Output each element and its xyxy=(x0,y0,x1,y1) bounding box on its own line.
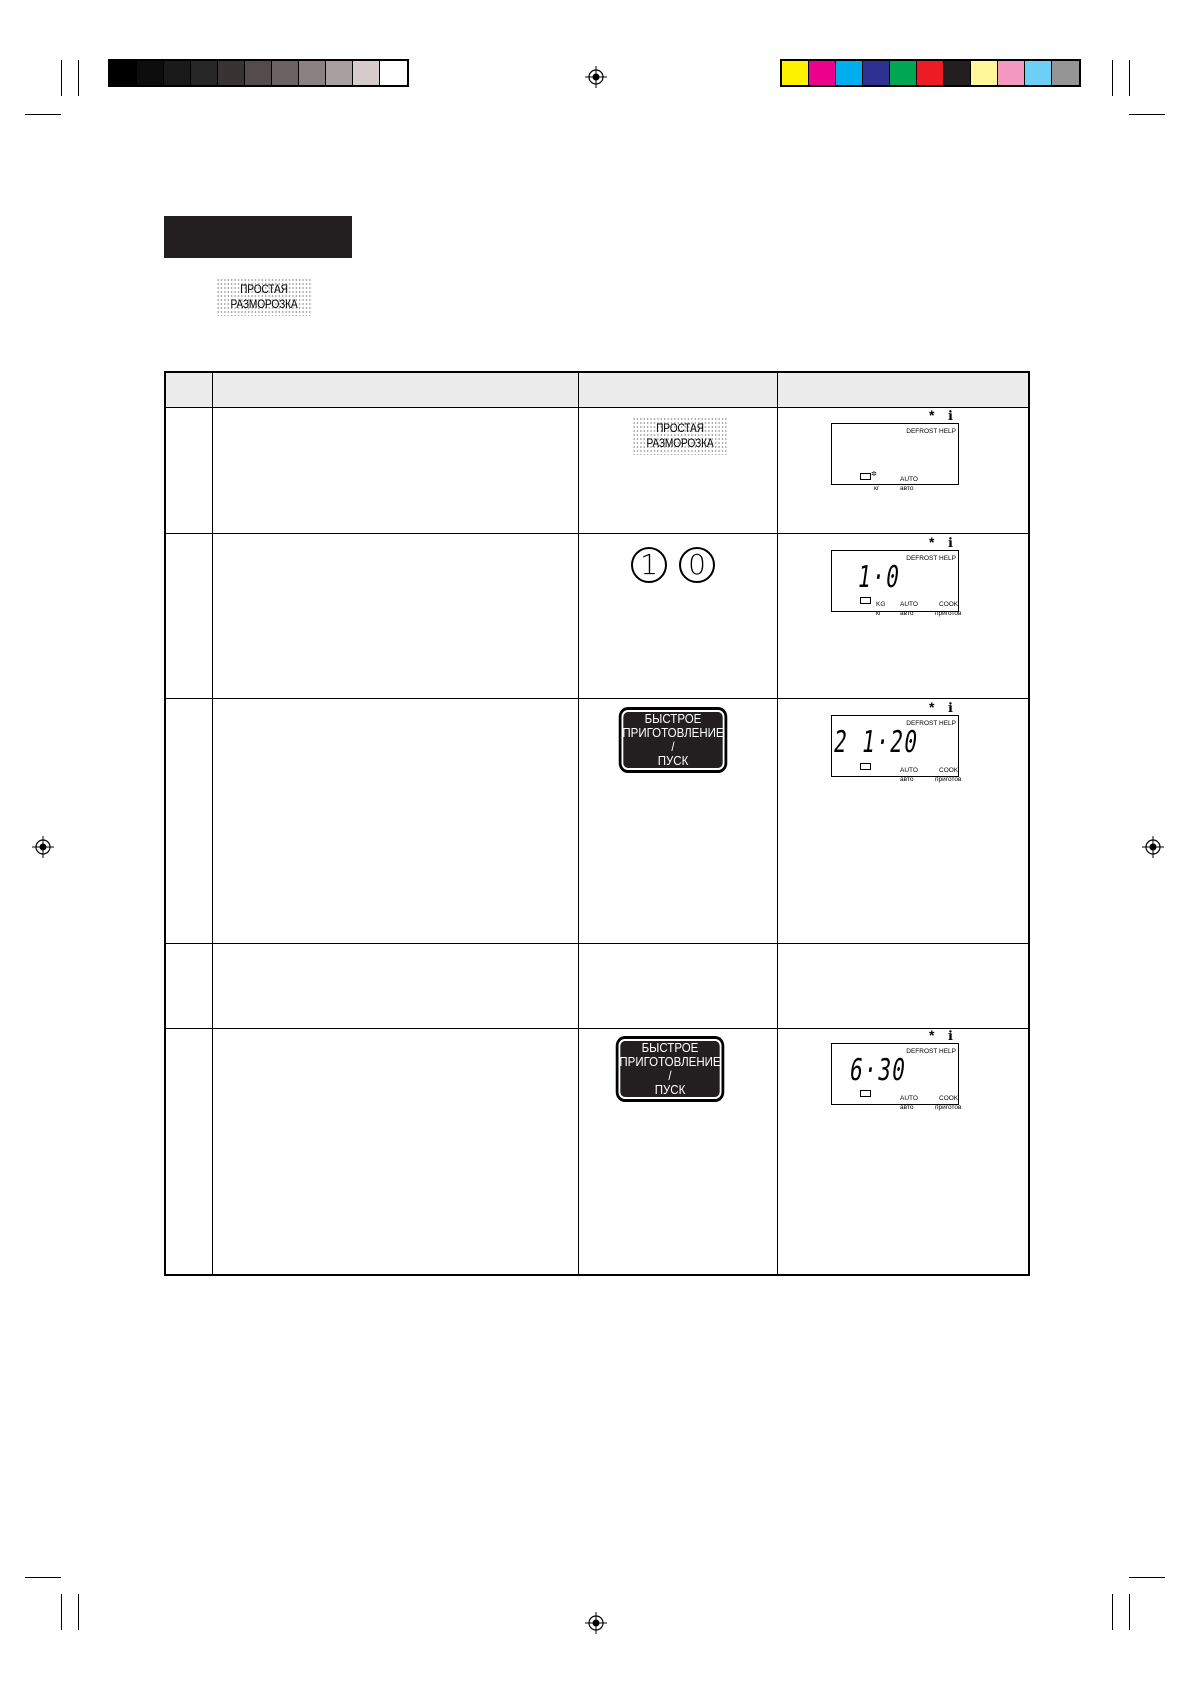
color-swatch xyxy=(1052,61,1079,85)
color-swatch xyxy=(944,61,971,85)
color-swatch xyxy=(110,61,137,85)
crop-mark xyxy=(78,1594,79,1630)
color-swatch xyxy=(998,61,1025,85)
kg-ru-label: кг xyxy=(874,485,880,492)
registration-mark-icon xyxy=(585,66,607,88)
crop-mark xyxy=(1129,1594,1130,1630)
defrost-help-label: DEFROST HELP xyxy=(906,1048,956,1055)
auto-label: AUTO xyxy=(900,1095,918,1102)
info-icon: ℹ xyxy=(948,535,953,550)
crop-mark xyxy=(61,1594,62,1630)
easy-defrost-key xyxy=(216,278,311,316)
grayscale-color-bar xyxy=(108,59,409,87)
color-swatch xyxy=(917,61,944,85)
color-swatch xyxy=(809,61,836,85)
button-label-line1: БЫСТРОЕ xyxy=(641,1041,699,1055)
crop-mark xyxy=(1129,1577,1165,1578)
color-swatch xyxy=(380,61,407,85)
crop-mark xyxy=(78,60,79,96)
key-label-line1: ПРОСТАЯ xyxy=(656,421,704,435)
kg-label: KG xyxy=(876,601,886,608)
color-swatch xyxy=(299,61,326,85)
section-title-bar xyxy=(164,216,352,258)
info-icon: ℹ xyxy=(948,700,953,715)
column-divider xyxy=(777,373,778,1274)
row-divider xyxy=(166,698,1028,699)
easy-defrost-key[interactable] xyxy=(632,417,727,455)
crop-mark xyxy=(1129,60,1130,96)
defrost-help-label: DEFROST HELP xyxy=(906,555,956,562)
key-label-line1: ПРОСТАЯ xyxy=(240,282,288,296)
key-label-line2: РАЗМОРОЗКА xyxy=(230,297,298,311)
color-swatch xyxy=(245,61,272,85)
auto-ru-label: авто xyxy=(900,776,914,783)
cook-ru-label: приготов xyxy=(935,1104,962,1111)
color-swatch xyxy=(353,61,380,85)
snowflake-icon: * xyxy=(929,534,935,550)
button-label-line2: ПРИГОТОВЛЕНИЕ / xyxy=(619,1055,721,1083)
crop-mark xyxy=(1129,114,1165,115)
color-swatch xyxy=(863,61,890,85)
number-1-button[interactable]: 1 xyxy=(631,547,667,583)
process-color-bar xyxy=(780,59,1081,87)
info-icon: ℹ xyxy=(948,1028,953,1043)
key-label-line2: РАЗМОРОЗКА xyxy=(646,436,714,450)
cook-ru-label: приготов xyxy=(935,776,962,783)
snowflake-icon: * xyxy=(929,1027,935,1043)
oven-icon xyxy=(860,597,871,604)
defrost-help-label: DEFROST HELP xyxy=(906,428,956,435)
number-0-button[interactable]: 0 xyxy=(679,547,715,583)
auto-label: AUTO xyxy=(900,767,918,774)
color-swatch xyxy=(971,61,998,85)
color-swatch xyxy=(164,61,191,85)
steps-table xyxy=(164,371,1030,1276)
auto-label: AUTO xyxy=(900,601,918,608)
color-swatch xyxy=(191,61,218,85)
lcd-digits: 2 1·20 xyxy=(831,725,921,760)
auto-ru-label: авто xyxy=(900,610,914,617)
cook-label: COOK xyxy=(939,1095,959,1102)
color-swatch xyxy=(326,61,353,85)
color-swatch xyxy=(218,61,245,85)
crop-mark xyxy=(1112,1594,1113,1630)
auto-ru-label: авто xyxy=(900,485,914,492)
crop-mark xyxy=(25,114,61,115)
sunburst-icon: ✲ xyxy=(871,471,877,478)
lcd-digits: 6·30 xyxy=(847,1053,909,1088)
button-label-line3: ПУСК xyxy=(657,754,689,768)
row-divider xyxy=(166,533,1028,534)
snowflake-icon: * xyxy=(929,407,935,423)
oven-icon xyxy=(860,473,871,480)
defrost-help-label: DEFROST HELP xyxy=(906,720,956,727)
crop-mark xyxy=(61,60,62,96)
button-label-line1: БЫСТРОЕ xyxy=(644,712,702,726)
color-swatch xyxy=(137,61,164,85)
button-label-line3: ПУСК xyxy=(654,1083,686,1097)
row-divider xyxy=(166,1028,1028,1029)
info-icon: ℹ xyxy=(948,408,953,423)
registration-mark-icon xyxy=(585,1612,607,1634)
cook-label: COOK xyxy=(939,601,959,608)
color-swatch xyxy=(272,61,299,85)
crop-mark xyxy=(1112,60,1113,96)
color-swatch xyxy=(1025,61,1052,85)
registration-mark-icon xyxy=(32,836,54,858)
quick-cook-start-button[interactable] xyxy=(618,1039,721,1099)
quick-cook-start-button[interactable] xyxy=(621,710,724,770)
button-label-line2: ПРИГОТОВЛЕНИЕ / xyxy=(622,726,724,754)
registration-mark-icon xyxy=(1142,836,1164,858)
column-divider xyxy=(212,373,213,1274)
column-divider xyxy=(578,373,579,1274)
lcd-display xyxy=(831,423,959,485)
kg-ru-label: кг xyxy=(876,610,882,617)
oven-icon xyxy=(860,763,871,770)
color-swatch xyxy=(836,61,863,85)
auto-ru-label: авто xyxy=(900,1104,914,1111)
table-header-row xyxy=(166,373,1028,408)
oven-icon xyxy=(860,1090,871,1097)
color-swatch xyxy=(890,61,917,85)
auto-label: AUTO xyxy=(900,476,918,483)
cook-ru-label: приготов xyxy=(935,610,962,617)
lcd-digits: 1·0 xyxy=(855,560,903,595)
crop-mark xyxy=(25,1577,61,1578)
snowflake-icon: * xyxy=(929,699,935,715)
cook-label: COOK xyxy=(939,767,959,774)
color-swatch xyxy=(782,61,809,85)
row-divider xyxy=(166,943,1028,944)
